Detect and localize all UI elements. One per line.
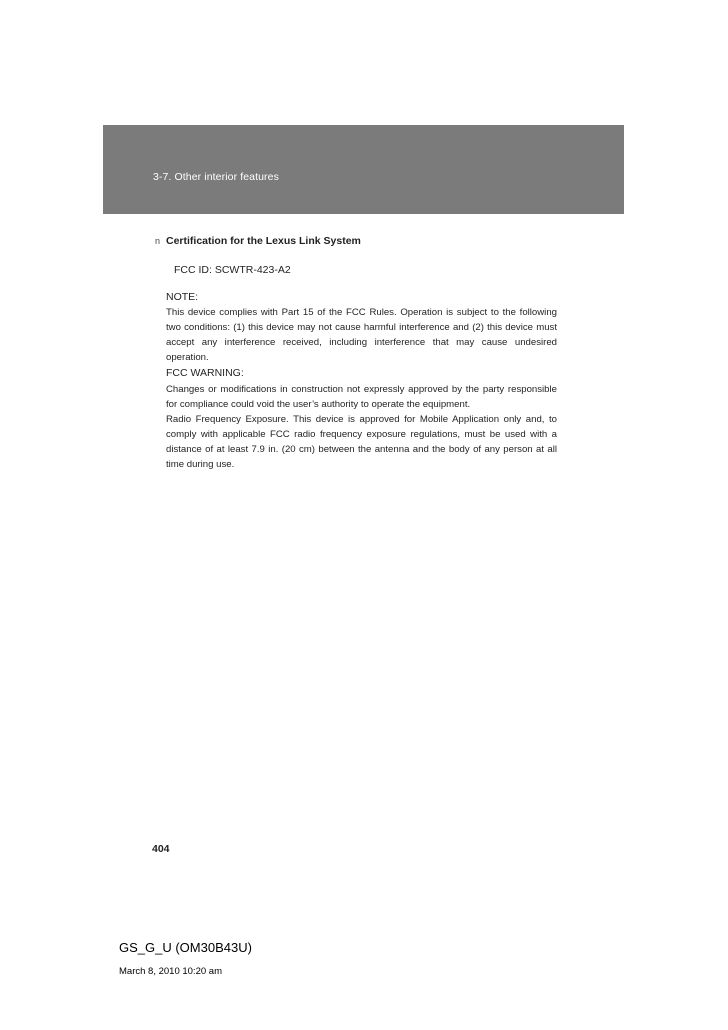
bullet-icon: n	[155, 236, 161, 246]
fcc-id: FCC ID: SCWTR-423-A2	[174, 264, 291, 276]
section-title: 3-7. Other interior features	[153, 171, 279, 183]
document-date: March 8, 2010 10:20 am	[119, 966, 222, 977]
page-number: 404	[152, 843, 170, 855]
body-content	[166, 290, 557, 472]
document-code: GS_G_U (OM30B43U)	[119, 940, 252, 955]
note-label: NOTE:	[166, 291, 199, 303]
section-header-band	[103, 125, 624, 214]
fcc-warning-text: Changes or modifications in construction not expressly approved by the party responsible for compliance could void the user’s authority to operate the equipment.	[166, 383, 557, 410]
fcc-warning-label: FCC WARNING:	[166, 367, 244, 380]
certification-heading	[155, 235, 361, 247]
rf-exposure-text: Radio Frequency Exposure. This device is approved for Mobile Application only and, to comply with applicable FCC radio frequency exposure regulations, must be used with a distance of at least 7.9 in. (20 cm) between the antenna and the body of any person at all time during use.	[166, 413, 557, 471]
certification-heading-text: Certification for the Lexus Link System	[166, 235, 361, 247]
note-text: This device complies with Part 15 of the FCC Rules. Operation is subject to the following two conditions: (1) this device may not cause harmful interference and (2) this device must accept any interference received, including interference that may cause undesired operation.	[166, 307, 557, 364]
